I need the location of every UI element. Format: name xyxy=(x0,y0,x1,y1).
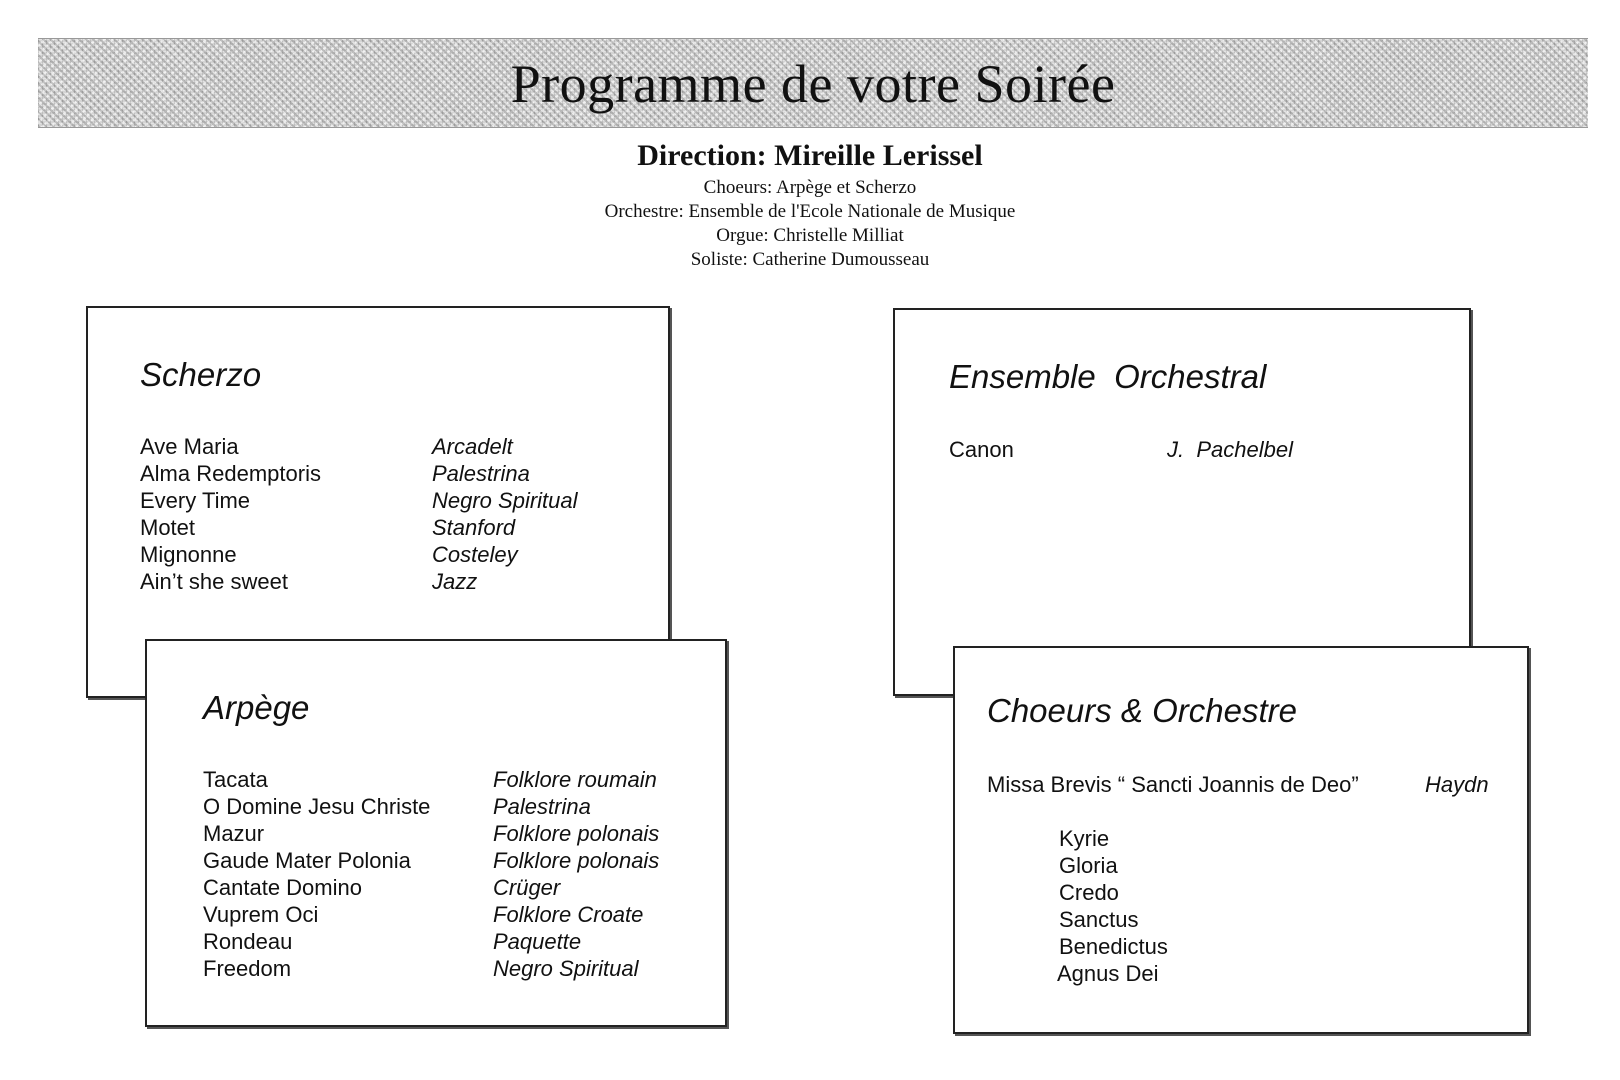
ensemble-title-text: Ensemble Orchestral xyxy=(949,358,1267,395)
credit-soliste: Soliste: Catherine Dumousseau xyxy=(690,249,930,270)
program-row xyxy=(88,542,668,570)
program-row xyxy=(147,956,725,984)
program-row xyxy=(147,848,725,876)
composer-name: Haydn xyxy=(1425,772,1489,797)
composer-name: J. Pachelbel xyxy=(1167,437,1293,462)
piece-title: Vuprem Oci xyxy=(203,902,319,927)
program-row xyxy=(88,569,668,597)
program-row xyxy=(147,794,725,822)
ensemble-box xyxy=(893,308,1471,696)
composer-name: Negro Spiritual xyxy=(432,488,578,513)
movement-item: Credo xyxy=(1059,880,1119,905)
credits-block xyxy=(0,136,1620,272)
program-row xyxy=(88,434,668,462)
composer-name: Paquette xyxy=(493,929,582,954)
composer-name: Crüger xyxy=(493,875,561,900)
movement-item: Kyrie xyxy=(1059,826,1110,851)
program-row xyxy=(955,772,1527,800)
composer-name: Folklore roumain xyxy=(493,767,657,792)
piece-title: Canon xyxy=(949,437,1014,462)
program-row xyxy=(147,875,725,903)
composer-name: Negro Spiritual xyxy=(493,956,639,981)
composer-name: Folklore Croate xyxy=(493,902,644,927)
piece-title: Alma Redemptoris xyxy=(140,461,321,486)
composer-name: Costeley xyxy=(432,542,518,567)
composer-name: Palestrina xyxy=(493,794,591,819)
composer-name: Stanford xyxy=(432,515,516,540)
title-banner xyxy=(38,38,1588,128)
ensemble-title xyxy=(949,358,1266,396)
arpege-box xyxy=(145,639,727,1027)
composer-name: Palestrina xyxy=(432,461,530,486)
piece-title: Freedom xyxy=(203,956,292,981)
direction-line: Direction: Mireille Lerissel xyxy=(637,139,983,172)
credit-choeurs: Choeurs: Arpège et Scherzo xyxy=(703,177,917,198)
program-row xyxy=(147,929,725,957)
piece-title: O Domine Jesu Christe xyxy=(203,794,431,819)
movement-item: Agnus Dei xyxy=(1057,961,1159,986)
scherzo-title: Scherzo xyxy=(140,356,262,393)
movement-item: Sanctus xyxy=(1059,907,1139,932)
work-title: Missa Brevis “ Sancti Joannis de Deo” xyxy=(987,772,1359,797)
piece-title: Tacata xyxy=(203,767,268,792)
program-row xyxy=(88,488,668,516)
piece-title: Mignonne xyxy=(140,542,237,567)
piece-title: Mazur xyxy=(203,821,265,846)
choeurs-title: Choeurs & Orchestre xyxy=(987,692,1297,729)
page-title: Programme de votre Soirée xyxy=(510,54,1116,114)
program-row xyxy=(147,767,725,795)
piece-title: Ain’t she sweet xyxy=(140,569,288,594)
program-row xyxy=(88,461,668,489)
credit-orgue: Orgue: Christelle Milliat xyxy=(716,225,904,246)
piece-title: Rondeau xyxy=(203,929,293,954)
program-row xyxy=(147,902,725,930)
piece-title: Every Time xyxy=(140,488,251,513)
composer-name: Folklore polonais xyxy=(493,821,660,846)
composer-name: Arcadelt xyxy=(432,434,513,459)
piece-title: Cantate Domino xyxy=(203,875,362,900)
piece-title: Motet xyxy=(140,515,196,540)
arpege-title: Arpège xyxy=(203,689,310,726)
credit-orchestre: Orchestre: Ensemble de l'Ecole Nationale de Musique xyxy=(604,201,1016,222)
program-row xyxy=(147,821,725,849)
program-row xyxy=(88,515,668,543)
program-row xyxy=(895,437,1469,465)
composer-name: Jazz xyxy=(432,569,478,594)
piece-title: Gaude Mater Polonia xyxy=(203,848,411,873)
movement-item: Gloria xyxy=(1059,853,1118,878)
movement-item: Benedictus xyxy=(1059,934,1168,959)
composer-name: Folklore polonais xyxy=(493,848,660,873)
piece-title: Ave Maria xyxy=(140,434,239,459)
choeurs-box xyxy=(953,646,1529,1034)
